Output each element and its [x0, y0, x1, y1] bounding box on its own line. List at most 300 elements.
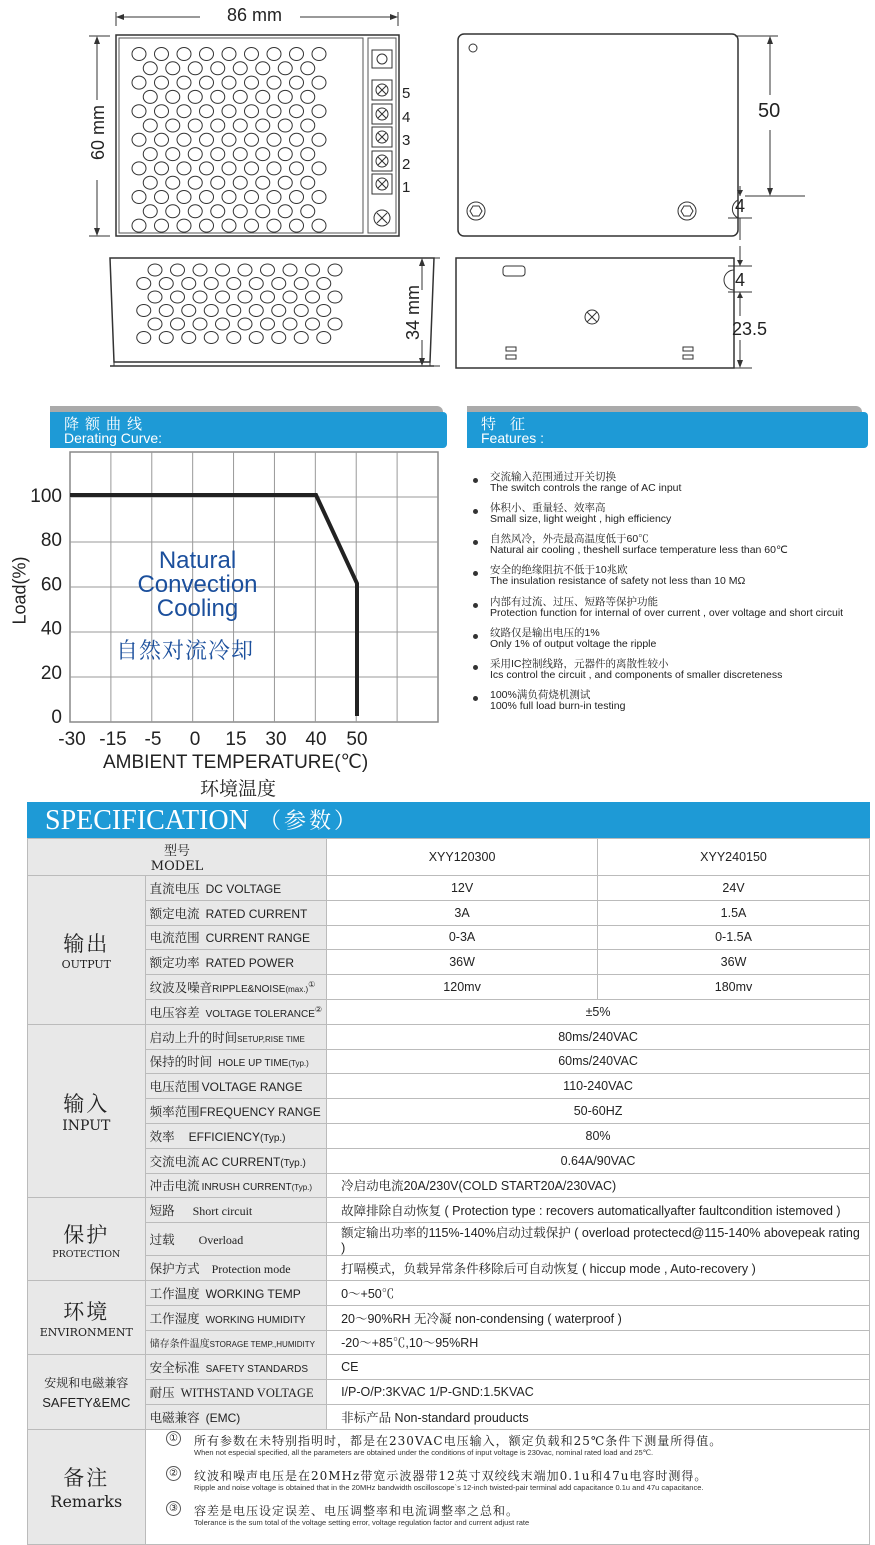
label-zh: 频率范围 — [149, 1104, 200, 1120]
vent-hole — [233, 205, 247, 218]
footnote-mark: ② — [314, 1004, 323, 1014]
vent-hole — [290, 219, 304, 232]
feature-en: The insulation resistance of safety not less than 10 MΩ — [490, 575, 746, 587]
label-en2: (Typ.) — [280, 1157, 306, 1169]
vent-hole — [132, 105, 146, 118]
vent-hole — [188, 176, 202, 189]
label-zh: 保持的时间 — [149, 1054, 213, 1070]
vent-hole — [177, 191, 191, 204]
label-en: SAFETY STANDARDS — [205, 1364, 309, 1376]
y-tick-label: 80 — [40, 530, 62, 552]
label-en: Protection mode — [211, 1262, 291, 1277]
vent-hole — [211, 119, 225, 132]
feature-zh: 采用IC控制线路，元器件的离散性较小 — [490, 658, 669, 670]
vent-hole — [245, 162, 259, 175]
output-zh: 输出 — [63, 932, 110, 957]
vent-hole — [155, 133, 169, 146]
vent-hole — [294, 332, 308, 344]
terminal-label: 4 — [402, 108, 411, 126]
x-tick-label: 30 — [265, 729, 287, 750]
vent-hole — [211, 148, 225, 161]
vent-hole — [159, 332, 173, 344]
label-zh: 工作湿度 — [149, 1310, 200, 1326]
vent-hole — [166, 205, 180, 218]
vent-hole — [306, 318, 320, 330]
x-tick-label: -5 — [144, 729, 162, 750]
vent-hole — [328, 318, 342, 330]
vent-hole — [193, 264, 207, 276]
y-tick-label: 100 — [30, 486, 62, 507]
label-zh: 过载 — [149, 1232, 175, 1248]
label-zh: 电磁兼容 — [149, 1409, 200, 1425]
vent-hole — [222, 76, 236, 89]
vent-hole — [159, 278, 173, 290]
vent-hole — [211, 62, 225, 75]
vent-hole — [306, 264, 320, 276]
vent-hole — [177, 105, 191, 118]
vent-hole — [312, 76, 326, 89]
row-label — [145, 1123, 326, 1148]
vent-hole — [132, 191, 146, 204]
vent-hole — [159, 305, 173, 317]
vent-hole — [290, 76, 304, 89]
natural-line2: Convection — [137, 571, 258, 598]
row-label — [145, 1256, 326, 1281]
value: 3A — [327, 900, 598, 925]
natural-line1: Natural — [158, 547, 237, 574]
label-en: VOLTAGE RANGE — [201, 1080, 303, 1095]
environment-zh: 环境 — [63, 1300, 110, 1325]
vent-hole — [132, 48, 146, 61]
vent-hole — [290, 162, 304, 175]
safety-group — [28, 1355, 146, 1429]
chart-xlabel: AMBIENT TEMPERATURE(℃) — [103, 752, 369, 773]
value: 0.64A/90VAC — [327, 1148, 870, 1173]
vent-hole — [200, 191, 214, 204]
vent-hole — [222, 162, 236, 175]
remark-en: Ripple and noise voltage is obtained that in the 20MHz bandwidth oscilloscope`s 12-inch twisted-pair terminal add capacitance 0.1u and 47u capacitance. — [194, 1483, 704, 1492]
spec-title-zh: （参数） — [259, 809, 360, 834]
vent-hole — [155, 162, 169, 175]
vent-hole — [294, 305, 308, 317]
terminal-label: 5 — [402, 85, 411, 102]
vent-hole — [267, 105, 281, 118]
row-label — [145, 1099, 326, 1124]
vent-hole — [188, 205, 202, 218]
label-en: WITHSTAND VOLTAGE — [180, 1386, 314, 1401]
remarks-en: Remarks — [50, 1492, 123, 1512]
value: 180mv — [598, 975, 870, 1000]
vent-hole — [204, 278, 218, 290]
vent-hole — [278, 176, 292, 189]
vent-hole — [227, 278, 241, 290]
vent-hole — [245, 191, 259, 204]
vent-hole — [177, 133, 191, 146]
value: -20～+85℃,10～95%RH — [327, 1330, 870, 1355]
vent-hole — [222, 133, 236, 146]
vent-hole — [200, 105, 214, 118]
remark-number: ③ — [166, 1501, 181, 1516]
vent-hole — [227, 305, 241, 317]
dim-4b: 4 — [735, 270, 746, 290]
vent-hole — [312, 162, 326, 175]
feature-zh: 自然风冷，外壳最高温度低于60℃ — [490, 533, 649, 545]
environment-en: ENVIRONMENT — [39, 1326, 133, 1340]
dim-width: 86 mm — [227, 5, 283, 25]
vent-hole — [261, 264, 275, 276]
row-label — [145, 1305, 326, 1330]
value: 1.5A — [598, 900, 870, 925]
label-en2: (Typ.) — [288, 1059, 309, 1069]
output-group — [28, 876, 146, 1025]
row-label — [145, 1223, 326, 1256]
vent-hole — [317, 332, 331, 344]
vent-hole — [177, 219, 191, 232]
label-en: DC VOLTAGE — [205, 881, 282, 896]
y-tick-label: 20 — [40, 662, 62, 684]
vent-hole — [256, 62, 270, 75]
vent-hole — [216, 291, 230, 303]
y-tick-label: 40 — [40, 618, 62, 640]
feature-zh: 纹路仅是输出电压的1% — [490, 627, 600, 639]
vent-hole — [245, 76, 259, 89]
feature-item — [490, 565, 745, 587]
vent-hole — [155, 48, 169, 61]
vent-hole — [188, 148, 202, 161]
label-zh: 工作温度 — [149, 1285, 200, 1301]
vent-hole — [193, 318, 207, 330]
derating-title-zh: 降额曲线 — [64, 415, 149, 433]
remark-number: ① — [166, 1431, 181, 1446]
vent-hole — [312, 133, 326, 146]
footnote-mark: ① — [308, 980, 316, 990]
label-en2: (Typ.) — [291, 1183, 313, 1193]
remarks-group — [28, 1429, 146, 1544]
vent-hole — [137, 278, 151, 290]
feature-en: Protection function for internal of over current , over voltage and short circuit — [490, 607, 844, 619]
vent-hole — [171, 291, 185, 303]
vent-hole — [256, 119, 270, 132]
remark-number: ② — [166, 1466, 181, 1481]
vent-hole — [272, 332, 286, 344]
label-zh: 短路 — [149, 1203, 175, 1219]
vent-hole — [216, 264, 230, 276]
value: 36W — [598, 950, 870, 975]
vent-hole — [216, 318, 230, 330]
vent-hole — [222, 48, 236, 61]
feature-item — [490, 503, 671, 525]
vent-hole — [143, 205, 157, 218]
feature-item — [490, 659, 782, 681]
feature-zh: 交流输入范围通过开关切换 — [490, 471, 616, 483]
feature-item — [490, 597, 843, 619]
vent-hole — [166, 119, 180, 132]
label-zh: 冲击电流 — [149, 1178, 200, 1194]
label-en: Overload — [198, 1233, 244, 1248]
y-tick-label: 0 — [51, 707, 62, 728]
dim-50: 50 — [758, 100, 781, 122]
natural-convection-label — [115, 549, 280, 621]
vent-hole — [261, 291, 275, 303]
row-label — [145, 1173, 326, 1198]
vent-hole — [143, 119, 157, 132]
model-1: XYY120300 — [327, 839, 598, 876]
row-label — [145, 1049, 326, 1074]
vent-hole — [233, 148, 247, 161]
label-zh: 保护方式 — [149, 1261, 200, 1277]
vent-hole — [177, 162, 191, 175]
vent-hole — [312, 48, 326, 61]
vent-hole — [233, 176, 247, 189]
features-header — [467, 412, 868, 448]
vent-hole — [317, 278, 331, 290]
value: 80% — [327, 1123, 870, 1148]
label-en: FREQUENCY RANGE — [199, 1105, 321, 1120]
vent-hole — [267, 76, 281, 89]
row-label — [145, 1074, 326, 1099]
value: 36W — [327, 950, 598, 975]
vent-hole — [211, 176, 225, 189]
value: 24V — [598, 876, 870, 901]
vent-hole — [132, 76, 146, 89]
vent-hole — [132, 133, 146, 146]
vent-hole — [278, 205, 292, 218]
x-tick-label: -15 — [99, 729, 127, 750]
feature-zh: 体积小、重量轻、效率高 — [490, 502, 606, 514]
vent-hole — [200, 48, 214, 61]
protection-zh: 保护 — [63, 1222, 110, 1247]
row-label — [145, 1024, 326, 1049]
vent-hole — [312, 191, 326, 204]
vent-hole — [166, 62, 180, 75]
terminal-label: 3 — [402, 132, 411, 149]
vent-hole — [188, 62, 202, 75]
value: 120mv — [327, 975, 598, 1000]
vent-hole — [278, 62, 292, 75]
dim-23-5: 23.5 — [732, 319, 768, 339]
label-en2: (Typ.) — [259, 1132, 286, 1144]
feature-item — [490, 628, 656, 650]
row-label — [145, 975, 326, 1000]
value: CE — [327, 1355, 870, 1380]
vent-hole — [328, 264, 342, 276]
feature-item — [490, 690, 625, 712]
value: 12V — [327, 876, 598, 901]
natural-line3: Cooling — [156, 595, 239, 622]
feature-en: Only 1% of output voltage the ripple — [490, 638, 657, 650]
vent-hole — [290, 48, 304, 61]
vent-hole — [171, 264, 185, 276]
vent-hole — [233, 119, 247, 132]
label-en: WORKING HUMIDITY — [205, 1314, 306, 1326]
value: 故障排除自动恢复 ( Protection type : recovers automaticallyafter faultcondition istemoved ) — [327, 1198, 870, 1223]
vent-hole — [267, 48, 281, 61]
vent-hole — [301, 205, 315, 218]
row-label — [145, 900, 326, 925]
vent-hole — [143, 148, 157, 161]
output-en: OUTPUT — [61, 958, 112, 972]
label-zh: 安全标准 — [149, 1360, 200, 1376]
input-group — [28, 1024, 146, 1198]
remark-zh: 容差是电压设定误差、电压调整率和电流调整率之总和。 — [194, 1504, 520, 1518]
vent-hole — [204, 332, 218, 344]
remark-zh: 纹波和噪声电压是在20MHz带宽示波器带12英寸双绞线末端加0.1u和47u电容时测得。 — [194, 1469, 708, 1483]
value: 0-3A — [327, 925, 598, 950]
value: 非标产品 Non-standard prouducts — [327, 1404, 870, 1429]
vent-hole — [261, 318, 275, 330]
vent-hole — [188, 90, 202, 103]
vent-hole — [137, 332, 151, 344]
label-en: INRUSH CURRENT — [201, 1182, 292, 1194]
label-en: VOLTAGE TOLERANCE — [205, 1008, 315, 1020]
vent-hole — [222, 105, 236, 118]
vent-hole — [148, 318, 162, 330]
vent-hole — [278, 119, 292, 132]
terminal-labels — [402, 82, 410, 200]
features-title-en: Features : — [481, 430, 545, 446]
vent-hole — [148, 291, 162, 303]
label-zh: 额定电流 — [149, 905, 200, 921]
row-label — [145, 1148, 326, 1173]
vent-hole — [256, 148, 270, 161]
vent-hole — [267, 219, 281, 232]
label-en: CURRENT RANGE — [205, 931, 311, 946]
input-en: INPUT — [62, 1118, 111, 1135]
spec-title: SPECIFICATION — [45, 805, 249, 836]
x-tick-label: 15 — [225, 729, 247, 750]
vent-hole — [272, 305, 286, 317]
vent-hole — [290, 191, 304, 204]
feature-zh: 安全的绝缘阻抗不低于10兆欧 — [490, 564, 628, 576]
natural-convection-zh: 自然对流冷却 — [116, 639, 255, 664]
value: 80ms/240VAC — [327, 1024, 870, 1049]
vent-hole — [238, 318, 252, 330]
label-zh: 电压范围 — [149, 1079, 200, 1095]
vent-hole — [166, 176, 180, 189]
vent-hole — [238, 291, 252, 303]
vent-hole — [249, 278, 263, 290]
label-zh: 交流电流 — [149, 1153, 200, 1169]
label-en: RIPPLE&NOISE — [212, 984, 286, 996]
vent-hole — [143, 62, 157, 75]
feature-zh: 内部有过流、过压、短路等保护功能 — [490, 596, 658, 608]
value: 20～90%RH 无冷凝 non-condensing ( waterproof ) — [327, 1305, 870, 1330]
safety-en: SAFETY&EMC — [42, 1395, 131, 1411]
label-en: EFFICIENCY — [188, 1129, 260, 1144]
vent-hole — [245, 105, 259, 118]
vent-hole — [256, 176, 270, 189]
value: 110-240VAC — [327, 1074, 870, 1099]
vent-hole — [312, 219, 326, 232]
value: ±5% — [327, 999, 870, 1024]
row-label — [145, 1198, 326, 1223]
vent-hole — [233, 90, 247, 103]
vent-hole — [249, 332, 263, 344]
vent-hole — [278, 90, 292, 103]
derating-title-en: Derating Curve: — [64, 430, 163, 446]
feature-en: The switch controls the range of AC input — [490, 482, 682, 494]
model-2: XYY240150 — [598, 839, 870, 876]
label-en2: (max.) — [285, 985, 309, 995]
x-tick-label: 50 — [346, 729, 368, 750]
vent-hole — [155, 105, 169, 118]
vent-hole — [249, 305, 263, 317]
label-zh: 启动上升的时间 — [149, 1029, 238, 1045]
label-en: STORAGE TEMP.,HUMIDITY — [209, 1339, 315, 1349]
vent-hole — [166, 148, 180, 161]
label-zh: 耐压 — [149, 1385, 175, 1401]
protection-group — [28, 1198, 146, 1281]
value: 60ms/240VAC — [327, 1049, 870, 1074]
vent-hole — [267, 162, 281, 175]
row-label — [145, 1380, 326, 1405]
vent-hole — [155, 191, 169, 204]
label-en: RATED POWER — [205, 956, 295, 971]
feature-en: Small size, light weight , high efficiency — [490, 513, 672, 525]
model-zh: 型号 — [164, 844, 191, 859]
vent-hole — [148, 264, 162, 276]
label-zh: 直流电压 — [149, 880, 200, 896]
vent-hole — [200, 133, 214, 146]
vent-hole — [256, 90, 270, 103]
remarks-zh: 备注 — [63, 1466, 110, 1491]
vent-hole — [200, 219, 214, 232]
vent-hole — [132, 162, 146, 175]
vent-hole — [222, 191, 236, 204]
vent-hole — [245, 133, 259, 146]
vent-hole — [211, 90, 225, 103]
remark-en: Tolerance is the sum total of the voltage setting error, voltage regulation factor and current adjust rate — [194, 1518, 530, 1527]
label-en: (EMC) — [205, 1410, 241, 1425]
feature-zh: 100%满负荷烧机测试 — [490, 689, 591, 701]
vent-hole — [283, 291, 297, 303]
vent-hole — [312, 105, 326, 118]
vent-hole — [290, 105, 304, 118]
vent-hole — [256, 205, 270, 218]
value: 0～+50℃ — [327, 1280, 870, 1305]
vent-hole — [301, 90, 315, 103]
vent-hole — [301, 119, 315, 132]
safety-zh: 安规和电磁兼容 — [44, 1376, 129, 1391]
vent-hole — [204, 305, 218, 317]
input-zh: 输入 — [63, 1092, 110, 1117]
feature-item — [490, 534, 788, 556]
chart-xlabel-zh: 环境温度 — [200, 778, 277, 800]
row-label — [145, 999, 326, 1024]
vent-hole — [317, 305, 331, 317]
row-label — [145, 925, 326, 950]
vent-hole — [267, 191, 281, 204]
vent-hole — [182, 332, 196, 344]
label-en: HOLE UP TIME — [218, 1058, 289, 1070]
label-zh: 额定功率 — [149, 955, 200, 971]
vent-hole — [283, 318, 297, 330]
x-tick-label: 0 — [189, 729, 201, 750]
row-label — [145, 1404, 326, 1429]
chart-ylabel: Load(%) — [9, 556, 30, 625]
value: 冷启动电流20A/230V(COLD START20A/230VAC) — [327, 1173, 870, 1198]
row-label — [145, 1355, 326, 1380]
remark-en: When not especial specified, all the parameters are obtained under the conditions of input voltage is 230vac, nominal rated load and 25℃. — [194, 1448, 654, 1457]
row-label — [145, 876, 326, 901]
vent-hole — [301, 148, 315, 161]
value: 0-1.5A — [598, 925, 870, 950]
feature-en: Natural air cooling , theshell surface temperature less than 60℃ — [490, 544, 788, 556]
row-label — [145, 950, 326, 975]
vent-hole — [182, 278, 196, 290]
vent-hole — [143, 90, 157, 103]
label-en: RATED CURRENT — [205, 906, 308, 921]
